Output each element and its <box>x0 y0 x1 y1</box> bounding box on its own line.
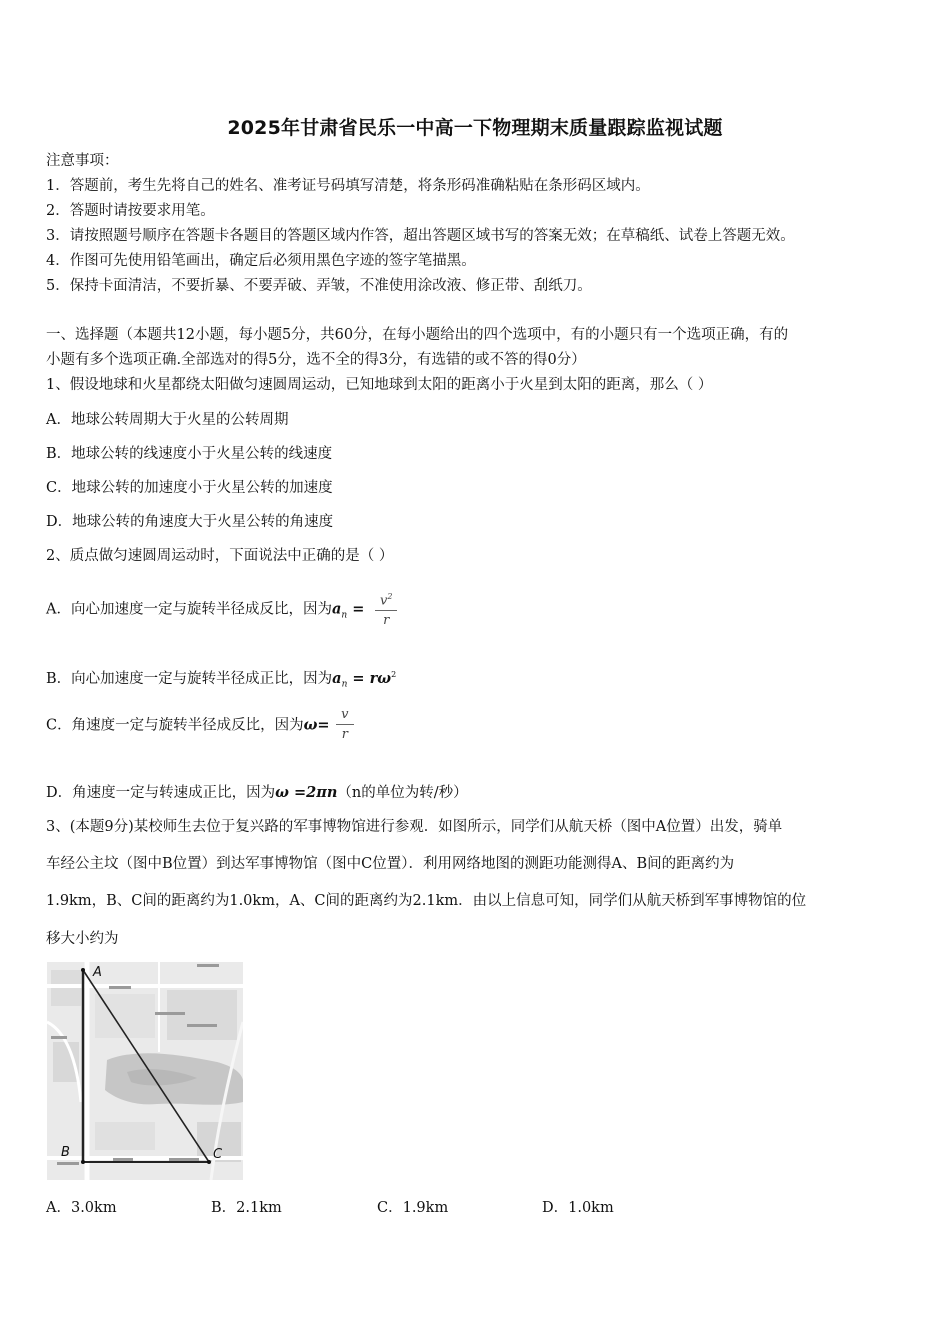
q2-c-fraction <box>336 706 353 745</box>
q2-c-frac-numerator: v <box>336 706 353 725</box>
q2-b-formula-lhs: a <box>332 669 342 687</box>
q3-stem-line-2: 车经公主坟（图中B位置）到达军事博物馆（图中C位置）．利用网络地图的测距功能测得A、B间的距离约为 <box>46 856 735 872</box>
q2-a-fraction <box>375 588 397 631</box>
section-heading-line-1: 一、选择题（本题共12小题，每小题5分，共60分，在每小题给出的四个选项中，有的小题只有一个选项正确，有的 <box>46 327 789 343</box>
q2-a-formula-lhs: a <box>331 600 342 618</box>
q2-d-formula: ω =2πn <box>275 784 338 801</box>
notice-item-5: 5．保持卡面清洁，不要折暴、不要弄破、弄皱，不准使用涂改液、修正带、刮纸刀。 <box>46 278 592 294</box>
map-label-c: C <box>213 1147 223 1162</box>
q3-stem-line-4: 移大小约为 <box>46 931 119 947</box>
q2-option-d-text: D．角速度一定与转速成正比，因为 <box>46 785 276 801</box>
q3-stem-line-3: 1.9km，B、C间的距离约为1.0km，A、C间的距离约为2.1km．由以上信息可知，同学们从航天桥到军事博物馆的位 <box>46 893 807 909</box>
q3-option-c: C．1.9km <box>377 1200 449 1216</box>
q2-stem: 2、质点做匀速圆周运动时，下面说法中正确的是（ ） <box>46 548 394 564</box>
q1-stem: 1、假设地球和火星都绕太阳做匀速圆周运动，已知地球到太阳的距离小于火星到太阳的距离，那么（ ） <box>46 377 713 393</box>
q1-option-d: D．地球公转的角速度大于火星公转的角速度 <box>46 514 334 530</box>
q1-option-c: C．地球公转的加速度小于火星公转的加速度 <box>46 480 333 496</box>
map-label-b: B <box>61 1145 70 1160</box>
q2-b-formula-sup: 2 <box>391 670 397 679</box>
q1-option-b: B．地球公转的线速度小于火星公转的线速度 <box>46 446 333 462</box>
q2-c-frac-denominator: r <box>341 727 348 742</box>
q2-a-frac-denominator: r <box>383 613 390 629</box>
notice-item-1: 1．答题前，考生先将自己的姓名、准考证号码填写清楚，将条形码准确粘贴在条形码区域内。 <box>46 178 650 194</box>
q2-b-formula-sub: n <box>341 679 348 690</box>
q2-option-a <box>46 588 397 631</box>
q2-option-c-text: C．角速度一定与旋转半径成反比，因为 <box>46 717 304 734</box>
q2-a-frac-numerator: $v^2$ <box>375 588 397 611</box>
map-image <box>47 962 243 1180</box>
q2-option-b-text: B．向心加速度一定与旋转半径成正比，因为 <box>46 670 333 687</box>
notice-heading: 注意事项： <box>46 153 119 169</box>
q3-option-b: B．2.1km <box>211 1200 282 1216</box>
q2-option-c <box>46 706 354 745</box>
q2-option-a-text: A．向心加速度一定与旋转半径成反比，因为 <box>46 601 332 618</box>
section-heading-line-2: 小题有多个选项正确.全部选对的得5分，选不全的得3分，有选错的或不答的得0分） <box>46 352 586 368</box>
q3-map-figure <box>47 962 243 1180</box>
q2-a-formula-sub: n <box>341 610 348 621</box>
q2-option-b <box>46 665 396 695</box>
q3-stem-line-1: 3、(本题9分)某校师生去位于复兴路的军事博物馆进行参观．如图所示，同学们从航天桥（图中A位置）出发，骑单 <box>46 819 783 835</box>
notice-item-4: 4．作图可先使用铅笔画出，确定后必须用黑色字迹的签字笔描黑。 <box>46 253 476 269</box>
q3-option-d: D．1.0km <box>542 1200 614 1216</box>
map-label-a: A <box>93 965 102 980</box>
q2-d-note: （n的单位为转/秒） <box>337 785 468 801</box>
q2-b-formula-rhs: = rω <box>347 669 392 687</box>
page-title: 2025年甘肃省民乐一中高一下物理期末质量跟踪监视试题 <box>227 117 723 139</box>
notice-item-3: 3．请按照题号顺序在答题卡各题目的答题区域内作答，超出答题区域书写的答案无效；在草稿纸、试卷上答题无效。 <box>46 228 795 244</box>
q3-option-a: A．3.0km <box>46 1200 117 1216</box>
q1-option-a: A．地球公转周期大于火星的公转周期 <box>46 412 289 428</box>
q2-option-d <box>46 783 468 803</box>
q2-a-formula-eq: = <box>347 600 365 618</box>
q2-c-formula-lhs: ω= <box>303 716 330 734</box>
notice-item-2: 2．答题时请按要求用笔。 <box>46 203 215 219</box>
